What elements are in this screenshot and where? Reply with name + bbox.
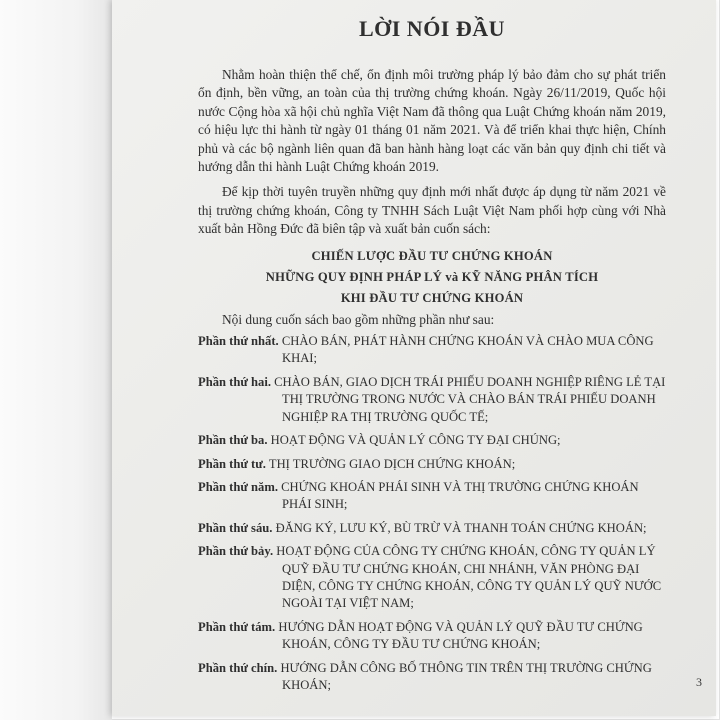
part-item-5 <box>198 479 666 514</box>
page-title: LỜI NÓI ĐẦU <box>358 16 506 41</box>
part-text: CHỨNG KHOÁN PHÁI SINH VÀ THỊ TRƯỜNG CHỨNG KHOÁN PHÁI SINH; <box>281 479 639 512</box>
part-label: Phần thứ chín. <box>198 660 278 675</box>
page-content <box>198 14 666 700</box>
part-item-6 <box>198 520 666 537</box>
part-label: Phần thứ tám. <box>198 619 276 634</box>
part-item-9 <box>198 660 666 695</box>
book-title-line-2: NHỮNG QUY ĐỊNH PHÁP LÝ và KỸ NĂNG PHÂN TÍCH <box>265 269 599 284</box>
part-item-7 <box>198 543 666 613</box>
part-label: Phần thứ bảy. <box>198 544 274 559</box>
intro-paragraph-1: Nhằm hoàn thiện thể chế, ổn định môi trường pháp lý bảo đảm cho sự phát triển ổn định, bền vững, an toàn của thị trường chứng khoán. Ngày 26/11/2019, Quốc hội nước Cộng hòa xã hội chủ nghĩa Việt Nam đã thông qua Luật Chứng khoán năm 2019, có hiệu lực thi hành từ ngày 01 tháng 01 năm 2021. Và để triển khai thực hiện, Chính phủ và các bộ ngành liên quan đã ban hành hàng loạt các văn bản quy định chi tiết và hướng dẫn thi hành Luật Chứng khoán 2019. <box>198 67 666 175</box>
part-text: HOẠT ĐỘNG CỦA CÔNG TY CHỨNG KHOÁN, CÔNG TY QUẢN LÝ QUỸ ĐẦU TƯ CHỨNG KHOÁN, CHI NHÁNH, VĂN PHÒNG ĐẠI DIỆN, CÔNG TY CHỨNG KHOÁN, CÔNG TY QUẢN LÝ QUỸ NƯỚC NGOÀI TẠI VIỆT NAM; <box>276 544 662 611</box>
intro-paragraph-2: Để kịp thời tuyên truyền những quy định mới nhất được áp dụng từ năm 2021 về thị trường chứng khoán, Công ty TNHH Sách Luật Việt Nam phối hợp cùng với Nhà xuất bản Hồng Đức đã biên tập và xuất bản cuốn sách: <box>198 184 666 237</box>
book-title-line-1: CHIẾN LƯỢC ĐẦU TƯ CHỨNG KHOÁN <box>311 248 553 263</box>
part-item-3 <box>198 432 666 449</box>
part-label: Phần thứ sáu. <box>198 520 273 535</box>
part-label: Phần thứ nhất. <box>198 334 279 349</box>
part-label: Phần thứ năm. <box>198 479 278 494</box>
part-label: Phần thứ ba. <box>198 433 268 448</box>
part-label: Phần thứ tư. <box>198 456 266 471</box>
contents-lead: Nội dung cuốn sách bao gồm những phần như sau: <box>222 311 495 327</box>
page-number: 3 <box>696 675 702 689</box>
part-item-8 <box>198 619 666 654</box>
background-strip <box>0 0 112 720</box>
part-item-1 <box>198 333 666 368</box>
part-text: CHÀO BÁN, GIAO DỊCH TRÁI PHIẾU DOANH NGHIỆP RIÊNG LẺ TẠI THỊ TRƯỜNG TRONG NƯỚC VÀ CHÀO BÁN TRÁI PHIẾU DOANH NGHIỆP RA THỊ TRƯỜNG QUỐC TẾ; <box>274 374 666 424</box>
part-text: HOẠT ĐỘNG VÀ QUẢN LÝ CÔNG TY ĐẠI CHÚNG; <box>270 433 561 448</box>
book-title-line-3: KHI ĐẦU TƯ CHỨNG KHOÁN <box>340 290 524 305</box>
part-text: CHÀO BÁN, PHÁT HÀNH CHỨNG KHOÁN VÀ CHÀO MUA CÔNG KHAI; <box>281 334 654 366</box>
part-text: THỊ TRƯỜNG GIAO DỊCH CHỨNG KHOÁN; <box>268 456 516 471</box>
part-item-4 <box>198 456 666 473</box>
part-item-2 <box>198 374 666 426</box>
part-label: Phần thứ hai. <box>198 374 271 389</box>
part-text: HƯỚNG DẪN HOẠT ĐỘNG VÀ QUẢN LÝ QUỸ ĐẦU TƯ CHỨNG KHOÁN, CÔNG TY ĐẦU TƯ CHỨNG KHOÁN; <box>278 619 643 652</box>
part-text: ĐĂNG KÝ, LƯU KÝ, BÙ TRỪ VÀ THANH TOÁN CHỨNG KHOÁN; <box>275 520 647 535</box>
part-text: HƯỚNG DẪN CÔNG BỐ THÔNG TIN TRÊN THỊ TRƯỜNG CHỨNG KHOÁN; <box>280 660 652 692</box>
book-page <box>112 0 716 716</box>
